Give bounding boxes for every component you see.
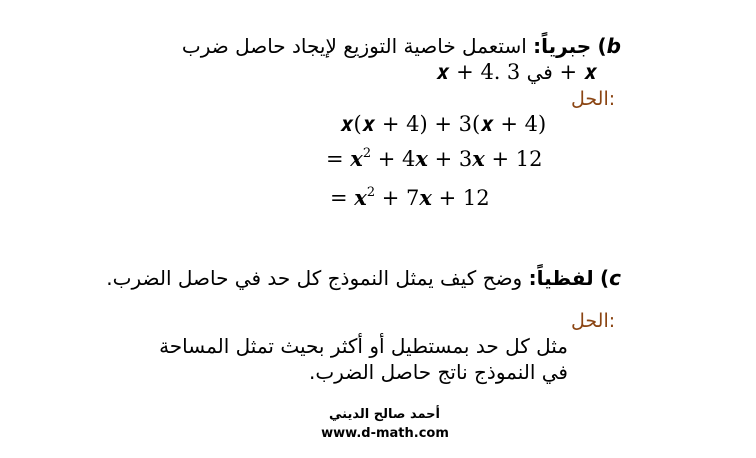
equation-step-1: 𝒙(𝒙 + 4) + 3(𝒙 + 4) xyxy=(340,112,547,136)
part-b-line2 xyxy=(436,60,597,85)
part-c-line xyxy=(106,266,621,290)
part-b-paren: ) xyxy=(597,34,607,58)
part-b-expression-2: 𝒙 + 4. xyxy=(436,60,501,84)
part-b-letter: b xyxy=(606,34,621,58)
part-b-word-in: في xyxy=(526,60,553,84)
part-c-paren: ) xyxy=(600,266,610,290)
solution-c-line-1: مثل كل حد بمستطيل أو أكثر بحيث تمثل المساحة xyxy=(159,334,568,358)
part-c-instruction: وضح كيف يمثل النموذج كل حد في حاصل الضرب. xyxy=(106,266,523,290)
credit-site: www.d-math.com xyxy=(321,426,449,441)
part-c-label: لفظياً: xyxy=(528,266,594,290)
part-b-line1 xyxy=(182,34,621,58)
solution-c-line-2: في النموذج ناتج حاصل الضرب. xyxy=(309,360,568,384)
part-c-letter: c xyxy=(609,266,621,290)
solution-label-c: الحل: xyxy=(571,310,616,332)
part-b-label: جبرياً: xyxy=(533,34,592,58)
part-b-instruction: استعمل خاصية التوزيع لإيجاد حاصل ضرب xyxy=(181,34,527,58)
part-b-expression-1: 3 + 𝒙 xyxy=(506,60,598,84)
credit-author: أحمد صالح الديني xyxy=(329,407,440,422)
equation-step-2: = 𝒙$^2$ + 4𝒙 + 3𝒙 + 12 xyxy=(326,146,543,171)
solution-label-b: الحل: xyxy=(571,88,616,110)
equation-step-3: = 𝒙$^2$ + 7𝒙 + 12 xyxy=(330,185,490,210)
